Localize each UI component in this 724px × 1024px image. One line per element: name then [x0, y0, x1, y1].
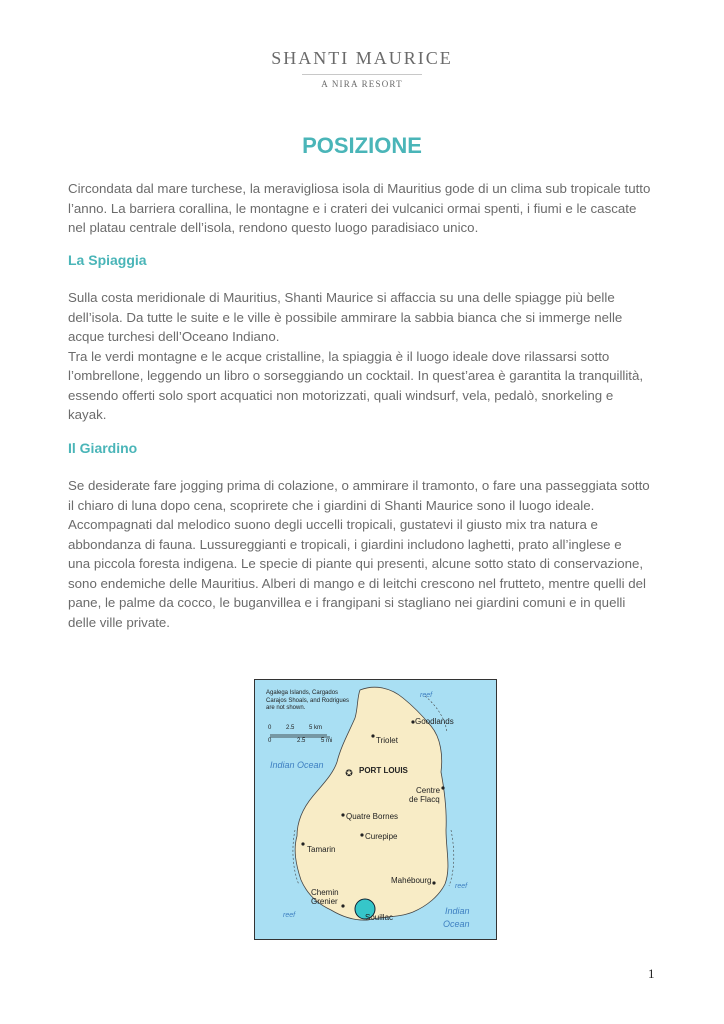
text-line: nel platau centrale dell’isola, rendono questo luogo paradisiaco unico. [68, 220, 479, 235]
map-label-tamarin: Tamarin [307, 845, 336, 854]
text-line: Circondata dal mare turchese, la meravigliosa isola di Mauritius gode di un clima sub tropicale tutto [68, 181, 651, 196]
city-dot-curepipe [360, 833, 363, 836]
map-label-goodlands: Goodlands [415, 717, 454, 726]
document-header [0, 48, 724, 89]
text-line: Accompagnati dal melodico suono degli uccelli tropicali, gustatevi il giusto mix tra natura e [68, 517, 598, 532]
spiaggia-paragraph [68, 288, 660, 425]
giardino-paragraph [68, 476, 660, 632]
text-line: l’anno. La barriera corallina, le montagne e i crateri dei vulcanici ormai spenti, i fiumi e le cascate [68, 200, 637, 216]
map-label-quatre-bornes: Quatre Bornes [346, 812, 399, 821]
map-label-mahebourg: Mahébourg [391, 876, 432, 885]
map-label-triolet: Triolet [376, 736, 398, 745]
reef-label-east: reef [455, 883, 468, 890]
city-dot-tamarin [301, 842, 304, 845]
city-dot-mahebourg [432, 881, 435, 884]
map-label-port-louis: PORT LOUIS [359, 766, 408, 775]
reef-label-north: reef [420, 692, 433, 699]
map-graphic [255, 680, 496, 939]
scale-km-0: 0 [268, 725, 272, 731]
text-line: l’ombrellone, leggendo un libro o sorseggiando un cocktail. In quest’area è garantita la tranquillità, [68, 368, 644, 383]
scale-km-end: 5 km [309, 725, 323, 731]
reef-label-south: reef [283, 912, 296, 919]
text-line: una piccola foresta indigena. Le specie di piante qui presenti, alcune sotto stato di conservazione, [68, 556, 644, 571]
text-line: sono endemiche delle Mauritius. Alberi di mango e di leitchi crescono nel frutteto, mentre quelli del [68, 575, 646, 591]
scale-mi-end: 5 mi [321, 738, 333, 744]
scale-km-mid: 2.5 [286, 725, 295, 731]
city-dot-triolet [371, 734, 374, 737]
text-line: abbondanza di fauna. Lussureggianti e tropicali, i giardini includono laghetti, prato all’inglese e [68, 536, 622, 552]
ocean-label-se-2: Ocean [443, 919, 470, 929]
mauritius-map [254, 679, 497, 940]
capital-star-icon: ✪ [345, 768, 353, 778]
text-line: kayak. [68, 407, 107, 422]
city-dot-chemin-grenier [341, 904, 344, 907]
brand-divider [302, 74, 422, 75]
brand-name: SHANTI MAURICE [271, 48, 453, 68]
brand-subtitle: A NIRA RESORT [321, 79, 403, 89]
city-dot-centre-de-flacq [441, 786, 444, 789]
reef-line-east [449, 830, 454, 886]
page-title: POSIZIONE [302, 133, 422, 158]
section-heading-spiaggia: La Spiaggia [68, 252, 147, 268]
map-label-chemin: Chemin [311, 888, 339, 897]
map-label-souillac: Souillac [365, 913, 394, 922]
map-label-curepipe: Curepipe [365, 832, 398, 841]
text-line: Sulla costa meridionale di Mauritius, Shanti Maurice si affaccia su una delle spiagge più belle [68, 290, 615, 305]
text-line: dell’isola. Da tutte le suite e le ville è possibile ammirare la sabbia bianca che si immerge nelle [68, 309, 623, 325]
text-line: pane, le palme da cocco, le buganvillea e i frangipani si stagliano nei giardini comuni e in quelli [68, 595, 626, 610]
intro-paragraph [68, 179, 660, 238]
text-line: Se desiderate fare jogging prima di colazione, o ammirare il tramonto, o fare una passeggiata sotto [68, 478, 650, 493]
page-number: 1 [648, 966, 655, 981]
scale-mi-0: 0 [268, 738, 272, 744]
section-heading-giardino: Il Giardino [68, 440, 138, 456]
map-label-de-flacq: de Flacq [409, 795, 440, 804]
text-line: Tra le verdi montagne e le acque cristalline, la spiaggia è il luogo ideale dove rilassarsi sotto [68, 348, 610, 364]
scale-mi-mid: 2.5 [297, 738, 306, 744]
ocean-label-se-1: Indian [445, 906, 470, 916]
city-dot-quatre-bornes [341, 813, 344, 816]
map-label-grenier: Grenier [311, 897, 338, 906]
text-line: delle ville private. [68, 614, 170, 630]
ocean-label-west: Indian Ocean [270, 760, 324, 770]
text-line: il chiaro di luna dopo cena, scoprirete che i giardini di Shanti Maurice sono il luogo ideale. [68, 497, 595, 513]
text-line: acque turchesi dell’Oceano Indiano. [68, 329, 280, 344]
text-line: essendo offerti solo sport acquatici non motorizzati, quali windsurf, vela, pedalò, snorkeling e [68, 387, 614, 403]
map-label-centre: Centre [416, 786, 441, 795]
map-note: Agalega Islands, Cargados Carajos Shoals, and Rodrigues are not shown. [266, 690, 350, 711]
